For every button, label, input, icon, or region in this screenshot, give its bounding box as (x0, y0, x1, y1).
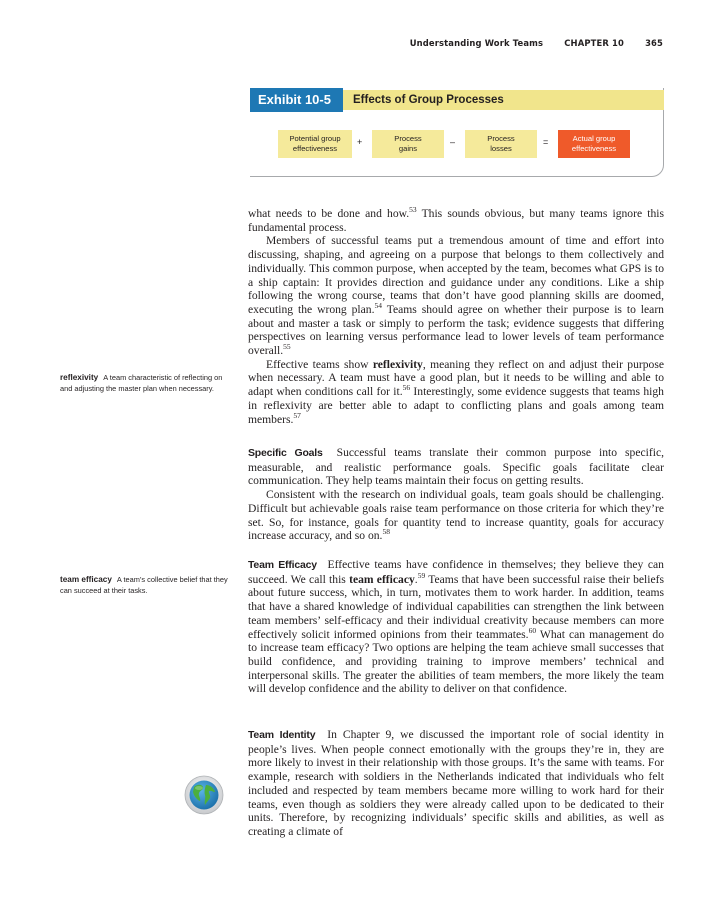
paragraph (248, 207, 664, 234)
text-run: Teams should agree on whether their purpose is to learn about and master a task or simply to perform the task; evidence suggests that differing perspectives on learning versus performance lead to lower levels of team performance overall. (248, 302, 664, 358)
flow-box-process-gains (372, 130, 444, 158)
paragraph (248, 728, 664, 839)
text-run: Successful teams translate their common purpose into specific, measurable, and realistic performance goals. Specific goals facilitate clear communication. They help teams maintain their focus on getting results. (248, 446, 664, 488)
flow-box-line: effectiveness (571, 144, 617, 153)
margin-term: team efficacy (60, 575, 112, 584)
footnote-ref: 53 (409, 205, 417, 214)
flow-box-line: losses (490, 144, 512, 153)
footnote-ref: 54 (374, 300, 382, 310)
section-heading: Team Efficacy (248, 559, 317, 571)
key-term: team efficacy (349, 572, 415, 586)
flow-box-process-losses (465, 130, 537, 158)
running-head-chapter: CHAPTER 10 (564, 38, 624, 48)
flow-box-line: Potential group (289, 134, 341, 143)
footnote-ref: 55 (283, 342, 291, 352)
text-run: In Chapter 9, we discussed the important role of social identity in people’s lives. When people connect emotionally with the groups they’re in, they are more likely to invest in their relationship with those groups. It’s the same with teams. For example, research with soldiers in the Netherlands indicated that individuals who felt included and respected by team members became more willing to work hard for their teams, even though as soldiers they were already called upon to be dedicated to their units. Therefore, by recognizing individuals’ specific skills and abilities, as well as creating a climate of (248, 728, 664, 838)
footnote-ref: 59 (417, 570, 426, 580)
operator-equals: = (543, 137, 549, 147)
exhibit-10-5 (250, 88, 664, 177)
globe-icon (184, 775, 224, 815)
margin-definition-reflexivity (60, 373, 230, 394)
page-number: 365 (645, 38, 663, 48)
running-head-title: Understanding Work Teams (409, 38, 544, 48)
footnote-ref: 56 (402, 383, 411, 393)
flow-box-line: effectiveness (292, 144, 338, 153)
footnote-ref: 57 (293, 410, 301, 420)
section-heading: Specific Goals (248, 447, 323, 459)
section-heading: Team Identity (248, 729, 316, 741)
margin-term: reflexivity (60, 373, 99, 382)
paragraph (248, 358, 664, 427)
margin-definition-team-efficacy (60, 575, 230, 596)
operator-minus: – (450, 137, 456, 147)
text-run: what needs to be done and how. (248, 207, 410, 220)
text-run: What can management do to increase team efficacy? Two options are helping the team achieve small successes that build confidence, and providing training to improve members’ technical and interpersonal skills. The greater the abilities of team members, the more likely the team will develop confidence and the ability to deliver on that confidence. (248, 627, 664, 696)
paragraph (248, 446, 664, 488)
exhibit-title: Effects of Group Processes (353, 94, 504, 106)
text-run: . (414, 572, 418, 586)
paragraph (248, 488, 664, 543)
key-term: reflexivity (372, 357, 423, 371)
body-section-purpose (248, 207, 664, 426)
flow-box-line: gains (398, 144, 418, 153)
text-run: Effective teams have confidence in themselves; they believe they can succeed. We call this (248, 558, 664, 586)
margin-definition-text: A team’s collective belief that they can succeed at their tasks. (60, 575, 228, 595)
footnote-ref: 60 (528, 625, 537, 635)
flow-box-actual-effectiveness (558, 130, 630, 158)
text-run: Consistent with the research on individual goals, team goals should be challenging. Difficult but achievable goals raise team performance on those criteria for which they’re set. So, for instance, goals for quantity tend to increase quantity, goals for accuracy increase accuracy, and so on. (248, 488, 664, 543)
operator-plus: + (357, 137, 363, 147)
text-run: Teams that have been successful raise their beliefs about future success, which, in turn, motivates them to work harder. In addition, teams that have a shared knowledge of individual capabilities can strengthen the link between team members’ self-efficacy and their individual creativity because members can more effectively solicit informed opinions from their teammates. (248, 572, 664, 641)
text-run: Interestingly, some evidence suggests that teams high in reflexivity are better able to adapt to conflicting plans and goals among team members. (248, 385, 664, 426)
body-section-team-identity (248, 728, 664, 839)
exhibit-title-bar (343, 90, 664, 110)
exhibit-label: Exhibit 10-5 (250, 88, 343, 112)
text-run: Effective teams show (266, 357, 373, 371)
flow-box-line: Process (394, 134, 422, 143)
flow-box-line: Process (487, 134, 515, 143)
body-section-specific-goals (248, 446, 664, 543)
flow-box-potential-effectiveness (278, 130, 352, 158)
text-run: Members of successful teams put a tremendous amount of time and effort into discussing, shaping, and agreeing on a purpose that belongs to them collectively and individually. This common purpose, when accepted by the team, becomes what GPS is to a ship captain: It provides direction and guidance under any conditions. Like a ship following the wrong course, teams that don’t have good planning skills are doomed, executing the wrong plan. (248, 234, 664, 316)
text-run: This sounds obvious, but many teams ignore this fundamental process. (248, 207, 664, 234)
paragraph (248, 558, 664, 696)
flow-box-line: Actual group (572, 134, 616, 143)
paragraph (248, 234, 664, 357)
margin-definition-text: A team characteristic of reflecting on and adjusting the master plan when necessary. (60, 373, 223, 393)
running-head (410, 38, 663, 48)
body-section-team-efficacy (248, 558, 664, 696)
text-run: , meaning they reflect on and adjust their purpose when necessary. A team must have a good plan, but it needs to be willing and able to adapt when conditions call for it. (248, 357, 664, 399)
footnote-ref: 58 (382, 527, 390, 537)
